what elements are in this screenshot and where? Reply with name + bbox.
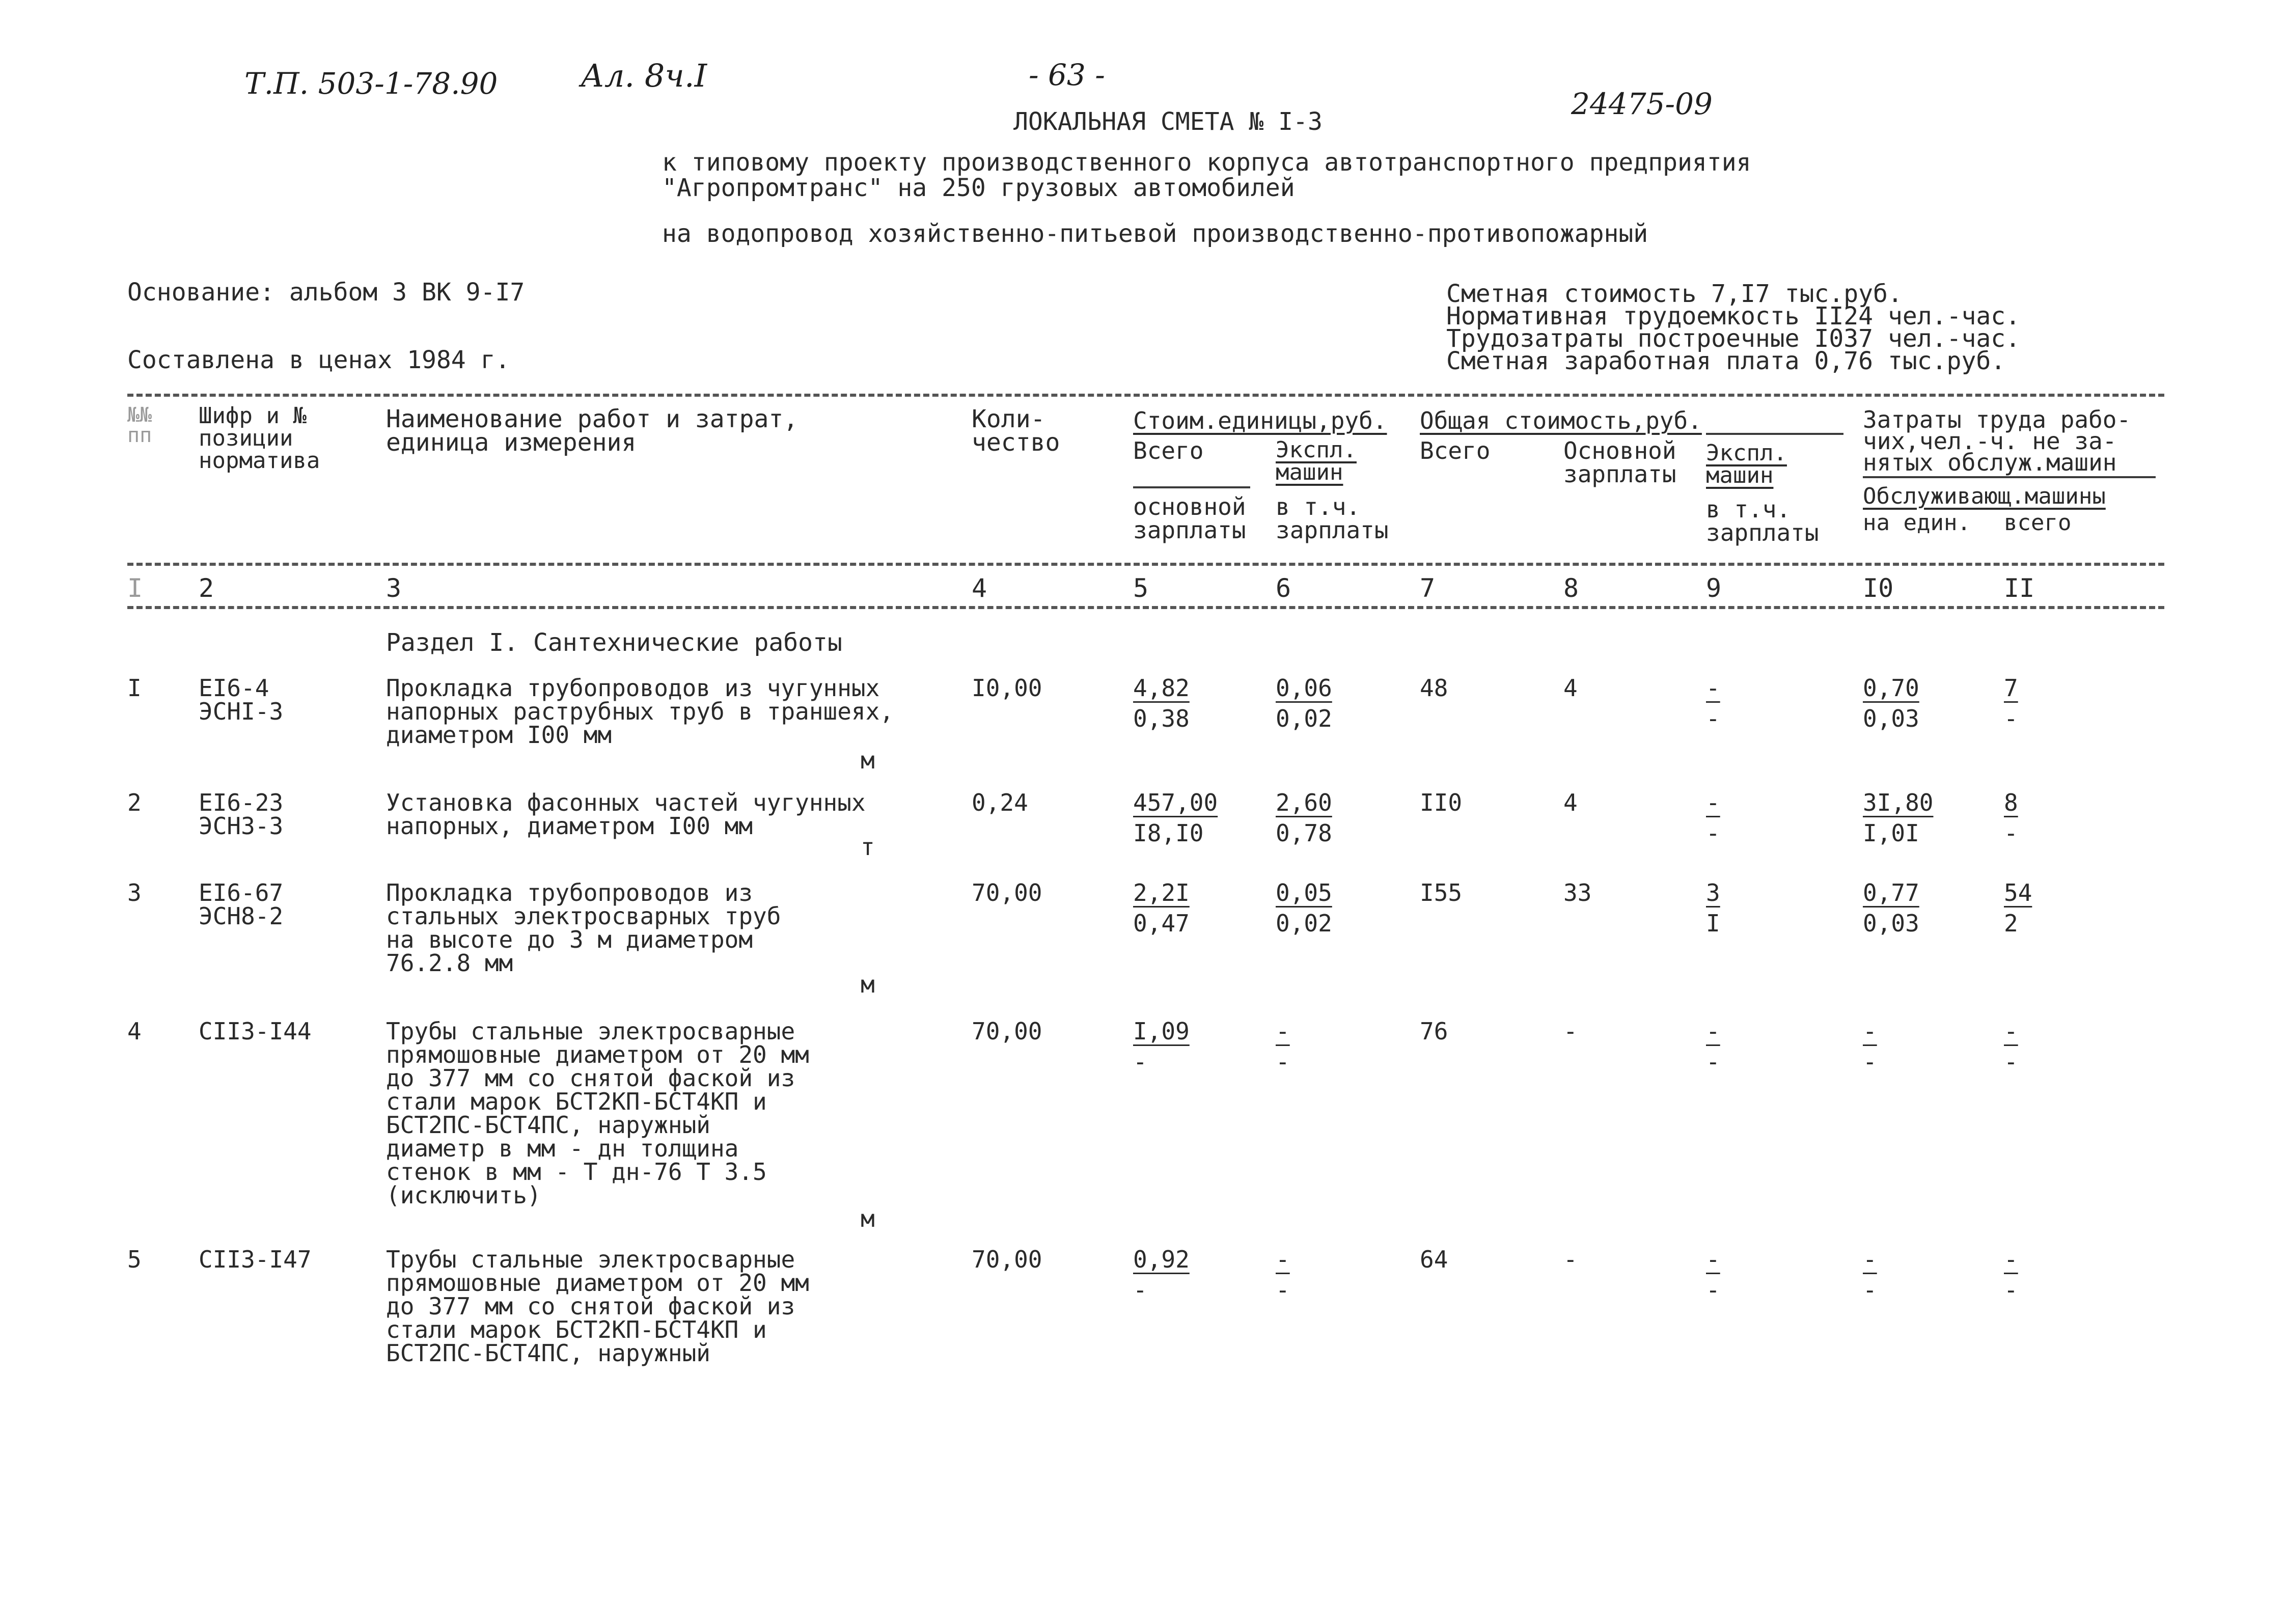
page-number: - 63 - (1029, 58, 1105, 92)
header-col-8: Основной зарплаты (1563, 437, 1676, 488)
row-number: I (127, 674, 142, 702)
row-total-wages: - (1563, 1246, 1578, 1273)
row-unit: м (861, 747, 875, 774)
row-labor-total-service: 2 (2004, 910, 2018, 937)
row-number: 4 (127, 1017, 142, 1045)
row-total-wages: - (1563, 1017, 1578, 1045)
row-total-machines: - (1706, 674, 1720, 702)
row-total: II0 (1420, 789, 1463, 816)
header-col-5-bottom: основной зарплаты (1133, 493, 1246, 544)
header-labor-rule (1863, 476, 2156, 478)
row-labor-unit: - (1863, 1246, 1877, 1273)
row-labor-unit-service: I,0I (1863, 819, 1919, 847)
row-labor-total-service: - (2004, 1048, 2018, 1076)
row-total-machines: - (1706, 789, 1720, 816)
row-code: ЕI6-4 ЭСНI-3 (199, 674, 284, 725)
row-labor-unit-service: 0,03 (1863, 705, 1919, 732)
row-qty: 70,00 (972, 1246, 1042, 1273)
album-mark: Ал. 8ч.I (581, 57, 707, 94)
row-labor-unit: 0,70 (1863, 674, 1919, 702)
row-code: СII3-I44 (199, 1017, 312, 1045)
row-number: 2 (127, 789, 142, 816)
subtitle-line-3: на водопровод хозяйственно-питьевой производственно-противопожарный (662, 219, 1648, 248)
col-number-3: 3 (386, 573, 402, 603)
row-qty: 70,00 (972, 1017, 1042, 1045)
col-number-5: 5 (1133, 573, 1149, 603)
col-number-6: 6 (1276, 573, 1291, 603)
row-unit-machine-wages: 0,02 (1276, 910, 1332, 937)
row-total-wages: 33 (1563, 879, 1592, 906)
row-unit-machines: 0,06 (1276, 674, 1332, 702)
row-unit: м (861, 1205, 875, 1232)
row-labor-unit: 3I,80 (1863, 789, 1934, 816)
row-unit-machine-wages: - (1276, 1048, 1290, 1076)
row-code: ЕI6-23 ЭСН3-3 (199, 789, 284, 840)
row-total: 76 (1420, 1017, 1448, 1045)
summary-wages: Сметная заработная плата 0,76 тыс.руб. (1446, 347, 2006, 375)
prices-line: Составлена в ценах 1984 г. (127, 346, 510, 374)
header-col-6-bottom: в т.ч. зарплаты (1276, 493, 1389, 544)
row-name: Трубы стальные электросварные прямошовные диаметром от 20 мм до 377 мм со снятой фаской из стали марок БСТ2КП-БСТ4КП и БСТ2ПС-БСТ4ПС, наружный (386, 1246, 809, 1367)
header-col-5-rule (1133, 486, 1250, 488)
table-top-rule (127, 394, 2164, 397)
row-labor-unit: 0,77 (1863, 879, 1919, 906)
row-code: СII3-I47 (199, 1246, 312, 1273)
header-col-10: на един. (1863, 510, 1971, 536)
summary-site-labor: Трудозатраты построечные I037 чел.-час. (1446, 324, 2021, 353)
col-number-8: 8 (1563, 573, 1579, 603)
row-unit: м (861, 971, 875, 998)
header-group-total-cost: Общая стоимость,руб. (1420, 407, 1702, 434)
col-number-7: 7 (1420, 573, 1436, 603)
row-qty: 70,00 (972, 879, 1042, 906)
col-number-1: I (127, 573, 143, 603)
header-col-4: Коли- чество (972, 405, 1060, 457)
header-col-1: №№ пп (127, 403, 152, 447)
col-number-2: 2 (199, 573, 214, 603)
row-labor-unit: - (1863, 1017, 1877, 1045)
row-name: Прокладка трубопроводов из стальных электросварных труб на высоте до 3 м диаметром 76.2.8 мм (386, 879, 781, 977)
header-col-9-bottom: в т.ч. зарплаты (1706, 496, 1819, 546)
row-unit-machines: - (1276, 1017, 1290, 1045)
row-labor-total: 54 (2004, 879, 2032, 906)
row-total-machine-wages: - (1706, 1276, 1720, 1304)
row-qty: 0,24 (972, 789, 1028, 816)
header-group-labor: Затраты труда рабо- чих,чел.-ч. не за- нятых обслуж.машин (1863, 406, 2131, 476)
row-labor-unit-service: - (1863, 1048, 1877, 1076)
row-labor-unit-service: - (1863, 1276, 1877, 1304)
subtitle-line-2: "Агропромтранс" на 250 грузовых автомобилей (662, 174, 1295, 202)
row-unit-machine-wages: - (1276, 1276, 1290, 1304)
row-labor-total-service: - (2004, 819, 2018, 847)
row-unit-machines: - (1276, 1246, 1290, 1273)
row-unit-wages: - (1133, 1276, 1147, 1304)
row-unit-machines: 0,05 (1276, 879, 1332, 906)
header-group-unit-cost: Стоим.единицы,руб. (1133, 407, 1387, 434)
header-col-7: Всего (1420, 437, 1491, 464)
row-number: 3 (127, 879, 142, 906)
row-unit-machine-wages: 0,02 (1276, 705, 1332, 732)
row-labor-unit-service: 0,03 (1863, 910, 1919, 937)
row-unit-wages: 0,38 (1133, 705, 1190, 732)
row-unit-total: 4,82 (1133, 674, 1190, 702)
col-number-9: 9 (1706, 573, 1722, 603)
row-total-machines: 3 (1706, 879, 1720, 906)
section-title: Раздел I. Сантехнические работы (386, 628, 842, 657)
basis-line: Основание: альбом 3 ВК 9-I7 (127, 278, 525, 307)
row-labor-total-service: - (2004, 705, 2018, 732)
row-labor-total: - (2004, 1017, 2018, 1045)
row-labor-total-service: - (2004, 1276, 2018, 1304)
header-labor-sub: Обслуживающ.машины (1863, 483, 2106, 509)
header-bottom-rule (127, 563, 2164, 566)
row-total-machine-wages: I (1706, 910, 1720, 937)
header-col-5-top: Всего (1133, 437, 1204, 464)
header-col-6-top: Экспл. машин (1276, 437, 1357, 485)
row-total-machine-wages: - (1706, 705, 1720, 732)
row-unit-total: 2,2I (1133, 879, 1190, 906)
row-unit-total: I,09 (1133, 1017, 1190, 1045)
row-unit-total: 0,92 (1133, 1246, 1190, 1273)
summary-norm-labor: Нормативная трудоемкость II24 чел.-час. (1446, 302, 2021, 331)
row-name: Трубы стальные электросварные прямошовные диаметром от 20 мм до 377 мм со снятой фаской из стали марок БСТ2КП-БСТ4КП и БСТ2ПС-БСТ4ПС, наружный диаметр в мм - дн толщина стенок в мм - Т дн-76 Т 3.5 (исключить) (386, 1017, 809, 1209)
row-total-wages: 4 (1563, 789, 1578, 816)
row-name: Установка фасонных частей чугунных напорных, диаметром I00 мм (386, 789, 866, 840)
row-total: 48 (1420, 674, 1448, 702)
row-total: 64 (1420, 1246, 1448, 1273)
row-unit-machines: 2,60 (1276, 789, 1332, 816)
row-unit-wages: I8,I0 (1133, 819, 1204, 847)
row-total-machines: - (1706, 1246, 1720, 1273)
row-total-machine-wages: - (1706, 1048, 1720, 1076)
row-unit-machine-wages: 0,78 (1276, 819, 1332, 847)
col-numbers-rule (127, 606, 2164, 609)
col-number-4: 4 (972, 573, 987, 603)
doc-code: Т.П. 503-1-78.90 (244, 66, 498, 101)
row-name: Прокладка трубопроводов из чугунных напорных раструбных труб в траншеях, диаметром I00 мм (386, 674, 894, 749)
row-unit: т (861, 833, 875, 861)
row-labor-total: 8 (2004, 789, 2018, 816)
row-labor-total: 7 (2004, 674, 2018, 702)
row-total-machine-wages: - (1706, 819, 1720, 847)
header-col-11: всего (2004, 510, 2072, 536)
header-col-9-top: Экспл. машин (1706, 440, 1787, 488)
row-unit-total: 457,00 (1133, 789, 1218, 816)
row-unit-wages: 0,47 (1133, 910, 1190, 937)
smeta-title: ЛОКАЛЬНАЯ СМЕТА № I-3 (1013, 107, 1323, 136)
header-col-2: Шифр и № позиции норматива (199, 403, 320, 474)
registration-number: 24475-09 (1571, 87, 1713, 121)
summary-cost: Сметная стоимость 7,I7 тыс.руб. (1446, 280, 1903, 308)
row-qty: I0,00 (972, 674, 1042, 702)
col-number-10: I0 (1863, 573, 1894, 603)
row-total-machines: - (1706, 1017, 1720, 1045)
row-total-wages: 4 (1563, 674, 1578, 702)
row-labor-total: - (2004, 1246, 2018, 1273)
header-group-rule (1706, 433, 1843, 435)
row-code: ЕI6-67 ЭСН8-2 (199, 879, 284, 930)
row-unit-wages: - (1133, 1048, 1147, 1076)
row-number: 5 (127, 1246, 142, 1273)
col-number-11: II (2004, 573, 2035, 603)
subtitle-line-1: к типовому проекту производственного корпуса автотранспортного предприятия (662, 148, 1751, 177)
row-total: I55 (1420, 879, 1463, 906)
header-col-3: Наименование работ и затрат, единица измерения (386, 405, 799, 457)
